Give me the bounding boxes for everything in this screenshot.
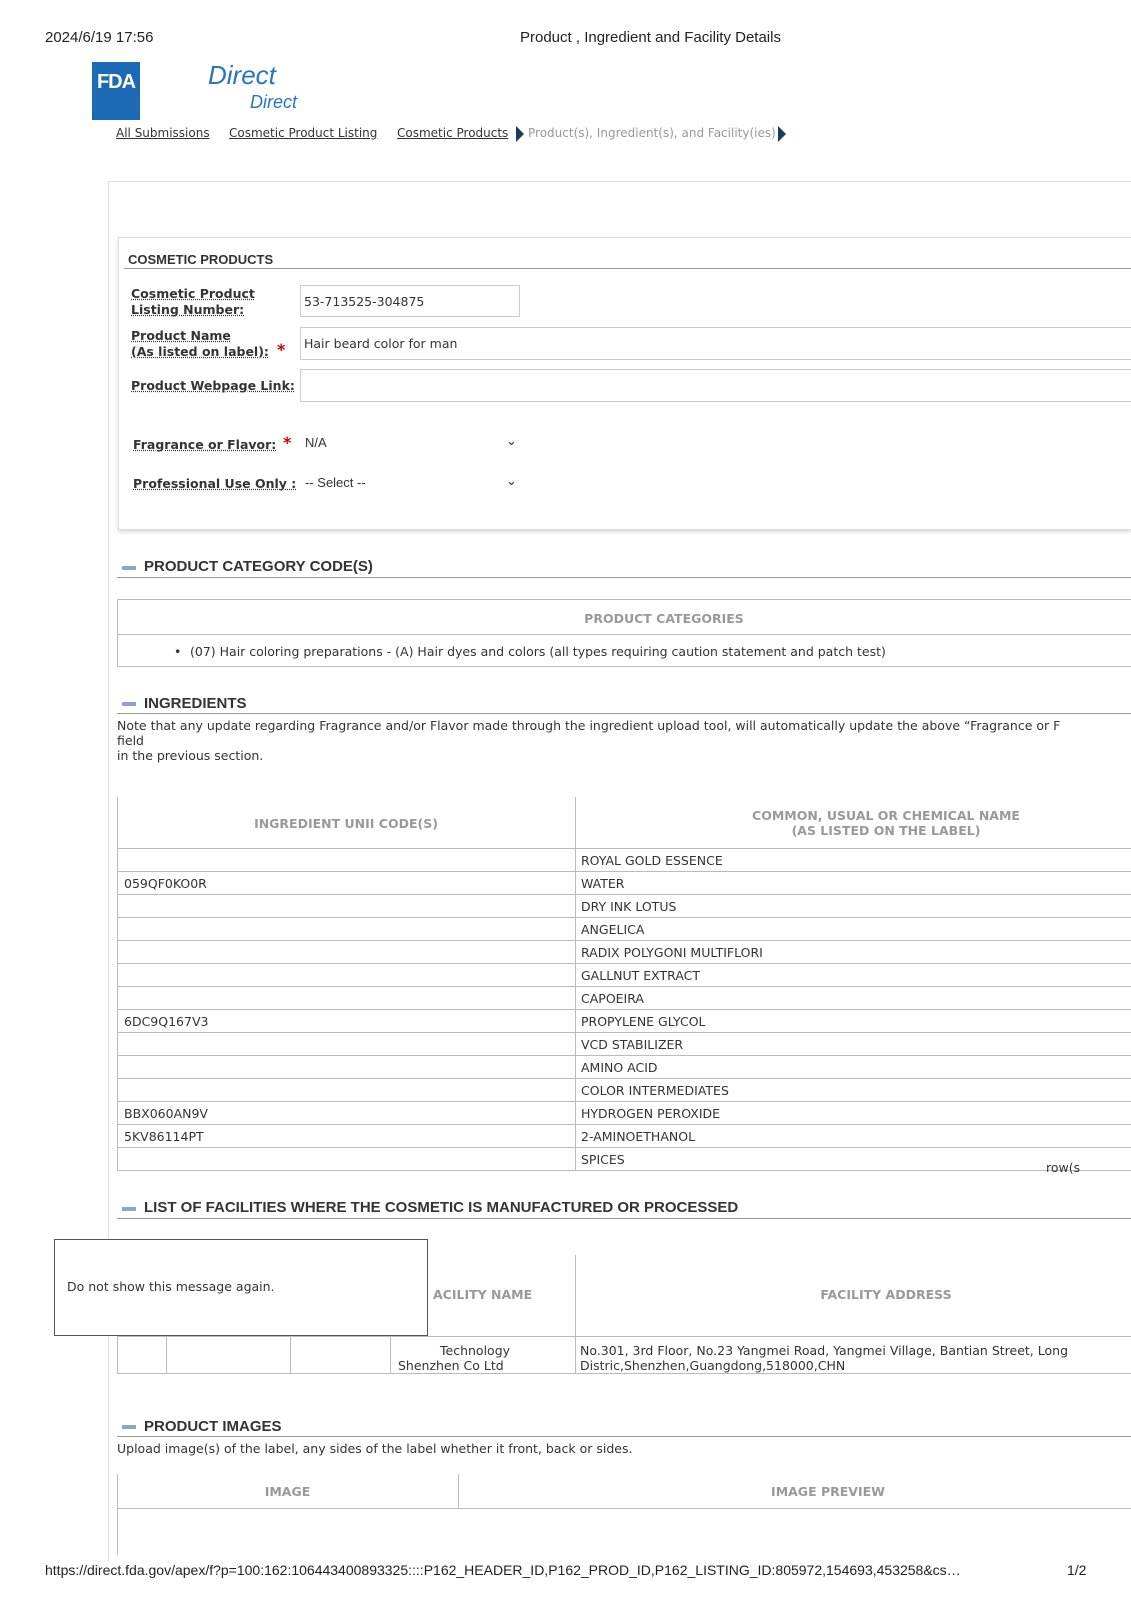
product-name-input[interactable]: Hair beard color for man	[300, 327, 1131, 360]
unii-code: BBX060AN9V	[124, 1106, 208, 1121]
facility-name-header[interactable]: ACILITY NAME	[433, 1287, 533, 1302]
breadcrumb-cosmetic-products[interactable]: Cosmetic Products	[397, 126, 509, 140]
fda-logo-text: FDA	[96, 71, 136, 93]
direct-logo-small: Direct	[250, 92, 298, 112]
ingredient-name: AMINO ACID	[581, 1060, 658, 1075]
breadcrumb-cosmetic-product-listing[interactable]: Cosmetic Product Listing	[229, 126, 378, 140]
row-col-divider	[575, 1079, 576, 1101]
facility-header-divider	[118, 1336, 1131, 1337]
image-preview-col-header: IMAGE PREVIEW	[771, 1484, 885, 1499]
listing-number-label-2: Listing Number:	[131, 302, 245, 317]
cosmetic-products-title: COSMETIC PRODUCTS	[128, 252, 274, 267]
ingredients-heading: INGREDIENTS	[144, 695, 247, 712]
table-row	[117, 895, 1131, 918]
categories-header-divider	[118, 634, 1131, 635]
ingredients-col2-header-1[interactable]: COMMON, USUAL OR CHEMICAL NAME	[752, 808, 1020, 823]
row-col-divider	[575, 849, 576, 871]
ingredient-name: 2-AMINOETHANOL	[581, 1129, 696, 1144]
print-page-number: 1/2	[1067, 1562, 1087, 1578]
row-col-divider	[575, 895, 576, 917]
fragrance-select-value: N/A	[305, 435, 327, 450]
row-col-divider	[575, 964, 576, 986]
listing-number-label-1: Cosmetic Product	[131, 286, 255, 301]
facility-name-line2: Shenzhen Co Ltd	[398, 1358, 504, 1373]
product-images-divider	[117, 1436, 1131, 1437]
ingredient-name: SPICES	[581, 1152, 625, 1167]
category-item: (07) Hair coloring preparations - (A) Hair dyes and colors (all types requiring caution statement and patch test)	[190, 644, 886, 659]
unii-code: 059QF0KO0R	[124, 876, 207, 891]
table-row	[117, 1010, 1131, 1033]
ingredient-name: PROPYLENE GLYCOL	[581, 1014, 706, 1029]
bullet-icon: •	[174, 644, 182, 659]
ingredient-name: CAPOEIRA	[581, 991, 644, 1006]
breadcrumb-separator-icon	[516, 126, 524, 142]
row-col-divider	[575, 1125, 576, 1147]
table-row	[117, 987, 1131, 1010]
ingredient-name: GALLNUT EXTRACT	[581, 968, 701, 983]
row-col-divider	[575, 1056, 576, 1078]
ingredient-name: DRY INK LOTUS	[581, 899, 677, 914]
ingredients-note-line1: Note that any update regarding Fragrance and/or Flavor made through the ingredient upload tool, will automatically update the above “Fragrance or F	[117, 718, 1061, 733]
ingredients-divider	[117, 713, 1131, 714]
collapse-bar-icon[interactable]	[122, 1207, 136, 1211]
facilities-divider	[117, 1218, 1131, 1219]
table-row	[117, 1056, 1131, 1079]
webpage-link-label: Product Webpage Link:	[131, 378, 295, 393]
table-row	[117, 1079, 1131, 1102]
ingredient-name: RADIX POLYGONI MULTIFLORI	[581, 945, 763, 960]
table-row	[117, 918, 1131, 941]
fragrance-label: Fragrance or Flavor:	[133, 437, 277, 452]
row-col-divider	[575, 1102, 576, 1124]
webpage-link-input[interactable]	[300, 369, 1131, 402]
product-categories-header: PRODUCT CATEGORIES	[584, 611, 744, 626]
row-count: row(s	[1046, 1160, 1081, 1175]
facility-name-line1: Technology	[440, 1343, 511, 1358]
listing-number-field[interactable]: 53-713525-304875	[300, 285, 520, 317]
collapse-bar-icon[interactable]	[122, 702, 136, 706]
product-category-divider	[117, 577, 1131, 578]
collapse-bar-icon[interactable]	[122, 1425, 136, 1429]
row-col-divider	[575, 987, 576, 1009]
card-title-divider	[124, 268, 1131, 269]
facilities-heading: LIST OF FACILITIES WHERE THE COSMETIC IS MANUFACTURED OR PROCESSED	[144, 1199, 739, 1216]
table-row	[117, 872, 1131, 895]
product-name-label-1: Product Name	[131, 328, 231, 343]
facility-address-line1: No.301, 3rd Floor, No.23 Yangmei Road, Yangmei Village, Bantian Street, Long	[580, 1343, 1069, 1358]
ingredients-rows	[117, 849, 1131, 1171]
row-col-divider	[575, 918, 576, 940]
unii-code: 5KV86114PT	[124, 1129, 204, 1144]
product-images-heading: PRODUCT IMAGES	[144, 1418, 282, 1435]
print-title: Product , Ingredient and Facility Details	[520, 29, 781, 46]
ingredient-name: VCD STABILIZER	[581, 1037, 684, 1052]
table-row	[117, 964, 1131, 987]
facility-address-header[interactable]: FACILITY ADDRESS	[820, 1287, 952, 1302]
row-col-divider	[575, 1010, 576, 1032]
ingredient-name: COLOR INTERMEDIATES	[581, 1083, 729, 1098]
table-row	[117, 1148, 1131, 1171]
ingredient-name: WATER	[581, 876, 625, 891]
chevron-down-icon: ⌄	[506, 474, 517, 489]
ingredient-name: ROYAL GOLD ESSENCE	[581, 853, 723, 868]
table-row	[117, 941, 1131, 964]
ingredients-note-line2: field	[117, 733, 144, 748]
direct-logo-large: Direct	[208, 60, 276, 90]
table-row	[117, 1033, 1131, 1056]
product-category-heading: PRODUCT CATEGORY CODE(S)	[144, 558, 373, 575]
breadcrumb-all-submissions[interactable]: All Submissions	[116, 126, 210, 140]
row-col-divider	[575, 941, 576, 963]
print-datetime: 2024/6/19 17:56	[45, 29, 154, 46]
table-row	[117, 1125, 1131, 1148]
unii-code: 6DC9Q167V3	[124, 1014, 209, 1029]
facility-address-line2: Distric,Shenzhen,Guangdong,518000,CHN	[580, 1358, 846, 1373]
print-url: https://direct.fda.gov/apex/f?p=100:162:106443400893325::::P162_HEADER_ID,P162_PROD_ID,P162_LISTING_ID:805972,154693,453258&cs…	[45, 1562, 961, 1578]
row-col-divider	[575, 1033, 576, 1055]
table-row	[117, 1102, 1131, 1125]
facility-col-divider	[575, 1255, 576, 1373]
ingredient-name: ANGELICA	[581, 922, 645, 937]
do-not-show-again-text[interactable]: Do not show this message again.	[67, 1279, 275, 1294]
row-col-divider	[575, 1148, 576, 1170]
professional-use-select[interactable]	[300, 472, 522, 494]
dismiss-message-popup[interactable]	[54, 1239, 428, 1336]
professional-use-label: Professional Use Only :	[133, 476, 297, 491]
breadcrumb-current: Product(s), Ingredient(s), and Facility(ies)	[528, 126, 776, 140]
row-col-divider	[575, 872, 576, 894]
collapse-bar-icon[interactable]	[122, 566, 136, 570]
table-row	[117, 849, 1131, 872]
chevron-down-icon: ⌄	[506, 434, 517, 449]
image-col-header: IMAGE	[264, 1484, 311, 1499]
product-name-required-mark: *	[277, 340, 286, 359]
breadcrumb-end-arrow-icon	[778, 126, 786, 142]
professional-use-select-value: -- Select --	[305, 475, 366, 490]
fragrance-select[interactable]	[300, 432, 522, 454]
fda-logo[interactable]	[92, 62, 140, 120]
ingredients-col1-header[interactable]: INGREDIENT UNII CODE(S)	[254, 816, 438, 831]
images-header-divider	[118, 1508, 1131, 1509]
fragrance-required-mark: *	[283, 433, 292, 452]
ingredients-col2-header-2: (AS LISTED ON THE LABEL)	[791, 823, 981, 838]
ingredient-name: HYDROGEN PEROXIDE	[581, 1106, 721, 1121]
product-images-note: Upload image(s) of the label, any sides of the label whether it front, back or sides.	[117, 1441, 633, 1456]
ingredients-note-line3: in the previous section.	[117, 748, 264, 763]
product-name-label-2: (As listed on label):	[131, 344, 269, 359]
